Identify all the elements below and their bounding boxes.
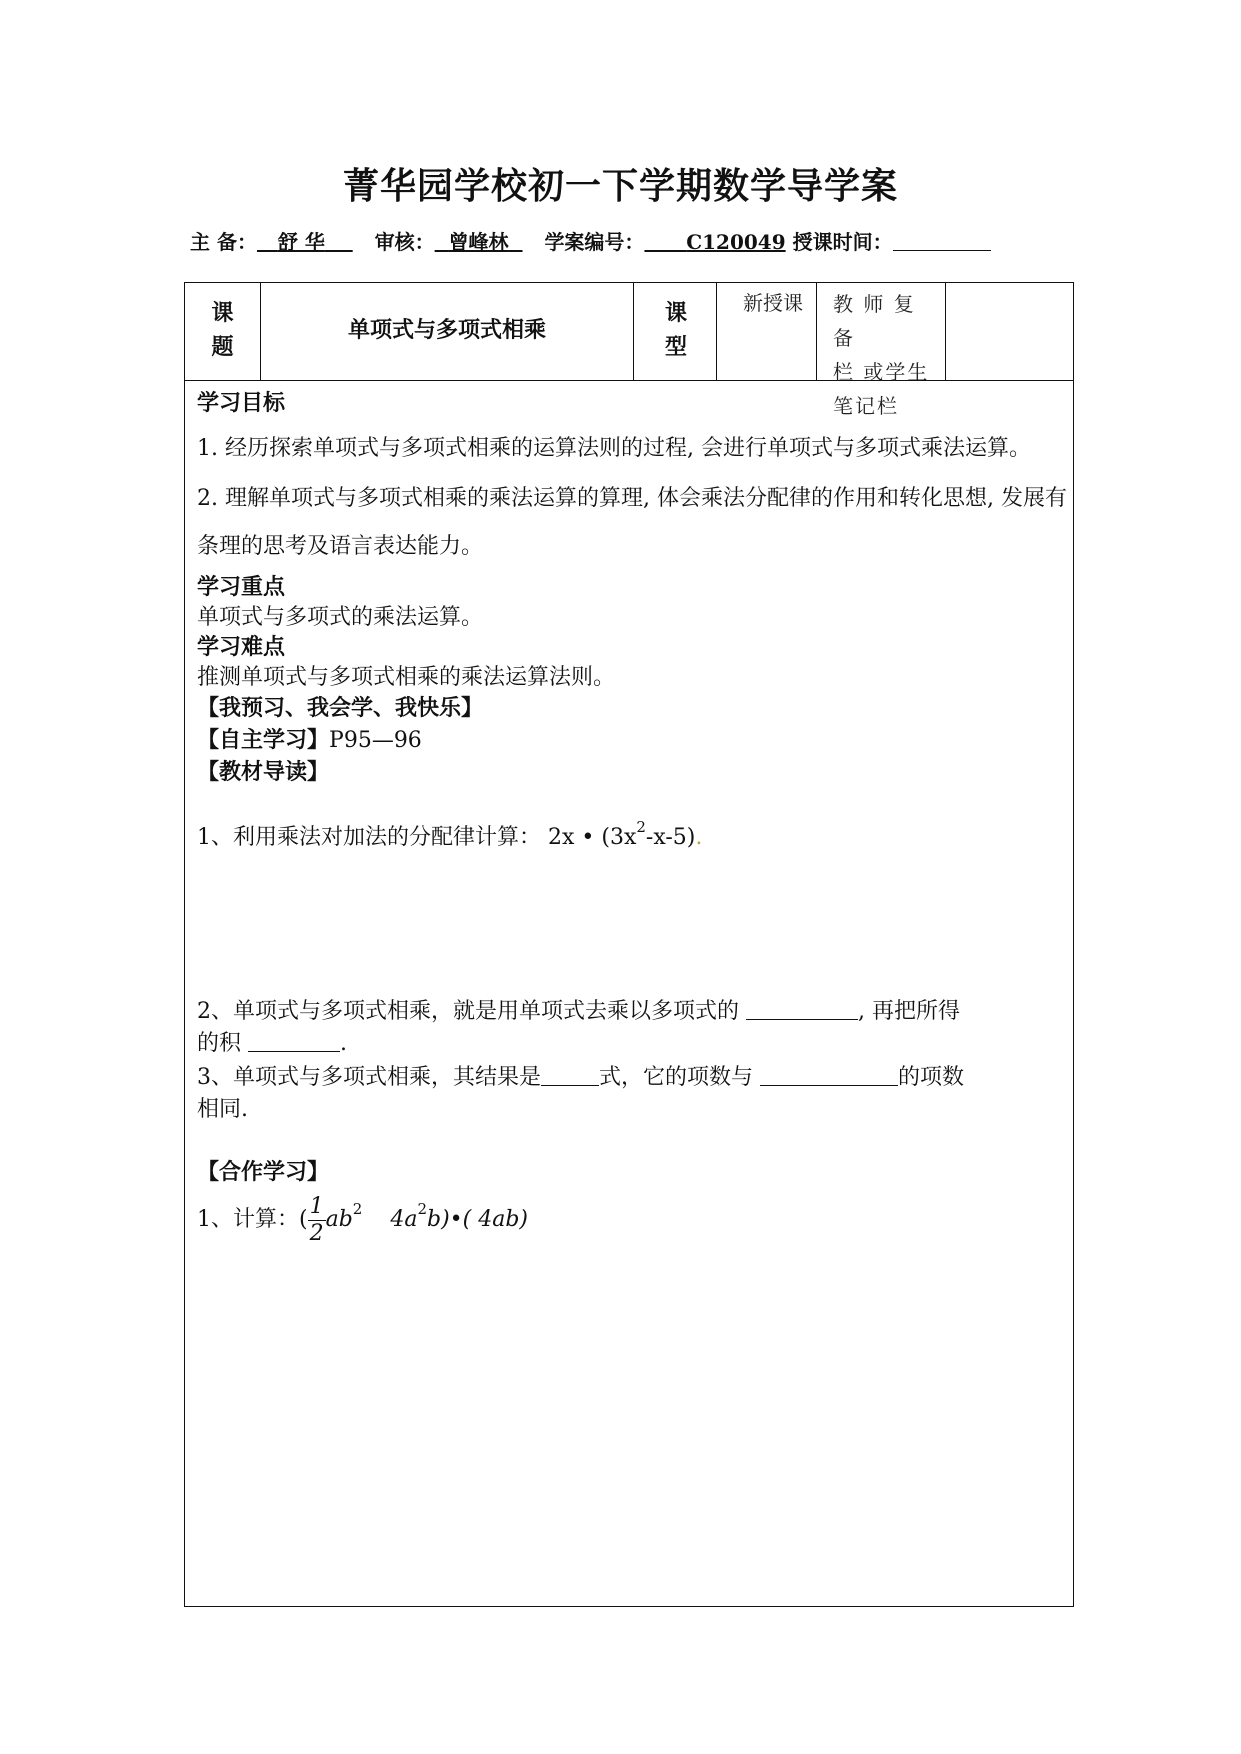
coop-heading: 【合作学习】	[197, 1160, 330, 1185]
preview-heading: 【我预习、我会学、我快乐】	[197, 696, 484, 721]
goal-1: 1. 经历探索单项式与多项式相乘的运算法则的过程, 会进行单项式与多项式乘法运算。	[197, 436, 1031, 461]
q3-blank-2[interactable]	[760, 1067, 898, 1086]
teacher-notes-label: 教 师 复 备 栏 或学生 笔记栏	[833, 292, 930, 418]
lesson-table	[184, 282, 1074, 1607]
q2-blank-1[interactable]	[746, 1001, 858, 1020]
goals-heading: 学习目标	[197, 391, 286, 416]
self-study-pages: P95—96	[329, 728, 422, 753]
code-value: C120049	[686, 230, 786, 254]
reviewer-value: 曾峰林	[448, 230, 509, 254]
question-3: 3、单项式与多项式相乘，其结果是 式，它的项数与 的项数 相同.	[197, 1065, 965, 1122]
goal-2: 2. 理解单项式与多项式相乘的乘法运算的算理, 体会乘法分配律的作用和转化思想, 发展有条理的思考及语言表达能力。	[197, 486, 1067, 559]
self-study-heading: 【自主学习】	[197, 728, 330, 753]
time-blank[interactable]	[893, 232, 991, 251]
fraction-half: $\frac{1}{2}$	[309, 1193, 324, 1246]
q3-blank-1[interactable]	[541, 1067, 599, 1086]
topic-value: 单项式与多项式相乘	[347, 318, 546, 343]
difficulty-heading: 学习难点	[197, 635, 286, 660]
key-heading: 学习重点	[197, 575, 286, 600]
self-study-line	[197, 725, 1067, 757]
type-value: 新授课	[743, 291, 803, 315]
coop-question-1: 1、计算：( $\frac{1}{2}$ $ab^2$ $4a^2b)•$( 4ab)	[197, 1193, 529, 1246]
reviewer-label: 审核：	[374, 230, 435, 254]
header-meta-line	[190, 226, 991, 255]
question-1: 1、利用乘法对加法的分配律计算： 2x • $(3x^2-x-5)$.	[197, 818, 703, 850]
key-text: 单项式与多项式的乘法运算。	[197, 605, 484, 630]
question-2: 2、单项式与多项式相乘，就是用单项式去乘以多项式的 , 再把所得 的积 .	[197, 999, 960, 1056]
author-label: 主 备：	[190, 230, 257, 254]
textbook-heading: 【教材导读】	[197, 760, 330, 785]
difficulty-text: 推测单项式与多项式相乘的乘法运算法则。	[197, 665, 616, 690]
q2-blank-2[interactable]	[248, 1033, 340, 1052]
topic-label: 课 题	[211, 301, 234, 360]
time-label: 授课时间：	[792, 230, 893, 254]
lesson-body	[197, 387, 1067, 1247]
code-label: 学案编号：	[544, 230, 645, 254]
col-divider-2	[633, 283, 634, 380]
type-label: 课 型	[664, 301, 687, 360]
col-divider-5	[945, 283, 946, 380]
document-title: 菁华园学校初一下学期数学导学案	[342, 166, 898, 207]
header-row-divider	[185, 380, 1073, 381]
author-value: 舒 华	[277, 230, 325, 254]
